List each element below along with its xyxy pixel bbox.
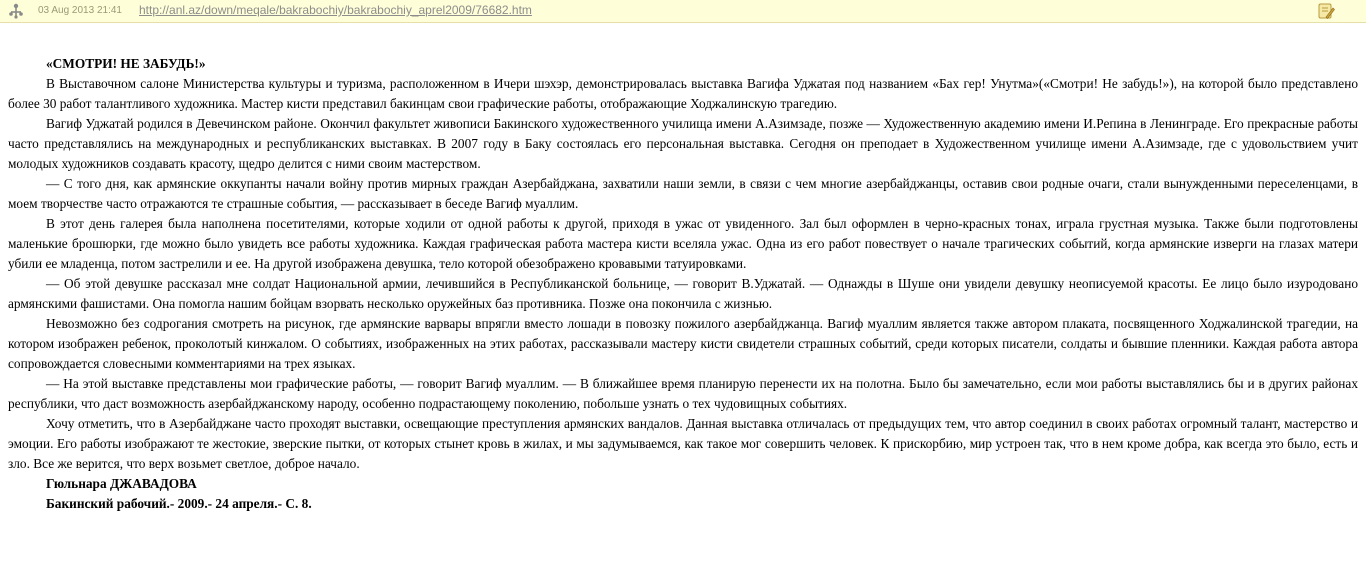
article-paragraph: Невозможно без содрогания смотреть на рисунок, где армянские варвары впрягли вместо лошади в повозку пожилого азербайджанца. Вагиф муаллим является также автором плаката, посвященного Ходжалинской трагедии, на котором изображен ребенок, проколотый кинжалом. О событиях, изображенных на этих работах, рассказывали мастеру кисти свидетели страшных событий, среди которых писатели, солдаты и бывшие пленники. Каждая работа автора сопровождается словесными комментариями на трех языках. <box>8 316 1358 371</box>
article-paragraph: В Выставочном салоне Министерства культуры и туризма, расположенном в Ичери шэхэр, демонстрировалась выставка Вагифа Уджатая под названием «Бах гер! Унутма»(«Смотри! Не забудь!»), на которой было представлено более 30 работ талантливого художника. Мастер кисти представил бакинцам свои графические работы, отображающие Ходжалинскую трагедию. <box>8 76 1358 111</box>
source-url-link[interactable]: http://anl.az/down/meqale/bakrabochiy/bakrabochiy_aprel2009/76682.htm <box>139 3 532 17</box>
capture-date: 03 Aug 2013 21:41 <box>38 5 122 16</box>
source-citation: Бакинский рабочий.- 2009.- 24 апреля.- С. 8. <box>46 496 312 511</box>
archive-info-bar <box>0 0 1366 23</box>
article-title: «СМОТРИ! НЕ ЗАБУДЬ!» <box>46 56 206 71</box>
article-paragraph: В этот день галерея была наполнена посетителями, которые ходили от одной работы к другой, приходя в ужас от увиденного. Зал был оформлен в черно-красных тонах, играла грустная музыка. Также были подготовлены маленькие брошюрки, где можно было увидеть все работы художника. Каждая графическая работа мастера кисти вселяла ужас. Одна из его работ повествует о начале трагических событий, когда армянские изверги на глазах матери убили ее младенца, потом застрелили и ее. На другой изображена девушка, тело которой обезображено кровавыми татуировками. <box>8 216 1358 271</box>
author-name: Гюльнара ДЖАВАДОВА <box>46 476 197 491</box>
article-paragraph: — На этой выставке представлены мои графические работы, — говорит Вагиф муаллим. — В ближайшее время планирую перенести их на полотна. Было бы замечательно, если мои работы выставлялись бы и в других районах республики, что даст возможность азербайджанскому народу, особенно подрастающему поколению, побольше узнать о тех чудовищных событиях. <box>8 376 1358 411</box>
tree-icon[interactable] <box>8 3 24 19</box>
article-body <box>8 54 1358 514</box>
article-paragraph: — С того дня, как армянские оккупанты начали войну против мирных граждан Азербайджана, захватили наши земли, в связи с чем многие азербайджанцы, оставив свои родные очаги, стали вынужденными переселенцами, в моем творчестве часто отражаются те страшные события, — рассказывает в беседе Вагиф муаллим. <box>8 176 1358 211</box>
article-paragraph: Хочу отметить, что в Азербайджане часто проходят выставки, освещающие преступления армянских вандалов. Данная выставка отличалась от предыдущих тем, что автор соединил в своих работах огромный талант, мастерство и эмоции. Его работы изображают те жестокие, зверские пытки, от которых стынет кровь в жилах, и мы задумываемся, как такое мог совершить человек. К прискорбию, мир устроен так, что в нем кроме добра, как всегда это было, есть и зло. Все же верится, что верх возьмет светлое, доброе начало. <box>8 416 1358 471</box>
article-paragraph: — Об этой девушке рассказал мне солдат Национальной армии, лечившийся в Республиканской больнице, — говорит В.Уджатай. — Однажды в Шуше они увидели девушку неописуемой красоты. Ее лицо было изуродовано армянскими фашистами. Она помогла нашим бойцам взорвать несколько оружейных баз противника. Позже она покончила с жизнью. <box>8 276 1358 311</box>
article-paragraph: Вагиф Уджатай родился в Девечинском районе. Окончил факультет живописи Бакинского художественного училища имени А.Азимзаде, позже — Художественную академию имени И.Репина в Ленинграде. Его прекрасные работы часто представлялись на международных и республиканских выставках. В 2007 году в Баку состоялась его персональная выставка. Сегодня он преподает в Художественном училище имени А.Азимзаде, где с удовольствием учит молодых художников создавать красоту, щедро делится с ними своим мастерством. <box>8 116 1358 171</box>
edit-icon[interactable] <box>1317 2 1335 20</box>
